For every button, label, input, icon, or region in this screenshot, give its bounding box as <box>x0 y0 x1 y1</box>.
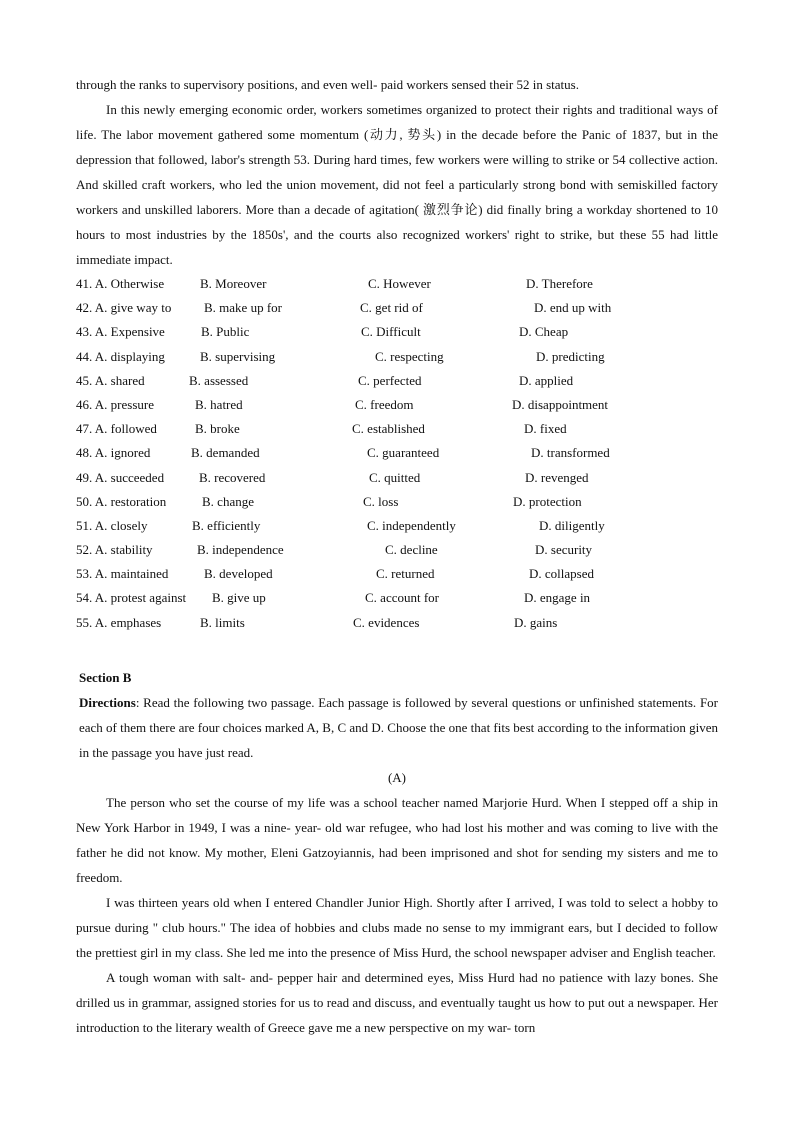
question-row <box>76 369 718 393</box>
option-c: C. Difficult <box>361 324 421 340</box>
option-a: 49. A. succeeded <box>76 469 165 485</box>
option-a: 52. A. stability <box>76 542 153 558</box>
option-b: B. assessed <box>189 372 249 388</box>
option-d: D. revenged <box>525 469 589 485</box>
option-d: D. gains <box>514 614 558 630</box>
document-page <box>76 72 718 1040</box>
question-row <box>76 441 718 465</box>
option-b: B. demanded <box>191 445 260 461</box>
option-d: D. end up with <box>534 300 612 316</box>
option-d: D. applied <box>519 372 574 388</box>
option-c: C. get rid of <box>360 300 423 316</box>
question-row <box>76 490 718 514</box>
option-d: D. collapsed <box>529 566 594 582</box>
option-d: D. Cheap <box>519 324 569 340</box>
directions <box>76 690 718 765</box>
option-a: 47. A. followed <box>76 421 157 437</box>
option-d: D. predicting <box>536 348 605 364</box>
option-c: C. quitted <box>369 469 421 485</box>
option-c: C. established <box>352 421 425 437</box>
passage-a-paragraph: A tough woman with salt- and- pepper hair and determined eyes, Miss Hurd had no patience with lazy bones. She drilled us in grammar, assigned stories for us to read and discuss, and eventually taught us how to put out a newspaper. Her introduction to the literary wealth of Greece gave me a new perspective on my war- torn <box>76 969 718 1035</box>
option-d: D. disappointment <box>512 396 609 412</box>
question-row <box>76 296 718 320</box>
options-list <box>76 272 718 635</box>
option-c: C. account for <box>365 590 440 606</box>
question-row <box>76 538 718 562</box>
option-a: 43. A. Expensive <box>76 324 165 340</box>
option-a: 45. A. shared <box>76 372 145 388</box>
directions-text: : Read the following two passage. Each passage is followed by several questions or unfinished statements. For each of them there are four choices marked A, B, C and D. Choose the one that fits best according to the information given in the passage you have just read. <box>79 694 718 760</box>
option-c: C. loss <box>363 493 399 509</box>
passage-paragraph-2: In this newly emerging economic order, workers sometimes organized to protect their rights and traditional ways of life. The labor movement gathered some momentum (动力, 势头) in the decade before the Panic of 1837, but in the depression that followed, labor's strength 53. During hard times, few workers were willing to strike or 54 collective action. And skilled craft workers, who led the union movement, did not feel a particularly strong bond with semiskilled factory workers and unskilled laborers. More than a decade of agitation( 激烈争论) did finally bring a workday shortened to 10 hours to most industries by the 1850s', and the courts also recognized workers' right to strike, but these 55 had little immediate impact. <box>76 102 718 267</box>
option-b: B. Moreover <box>200 276 267 291</box>
question-row <box>76 320 718 344</box>
option-a: 42. A. give way to <box>76 300 172 316</box>
question-row <box>76 272 718 296</box>
option-b: B. broke <box>195 421 240 437</box>
question-row <box>76 611 718 635</box>
directions-label: Directions <box>79 694 136 710</box>
option-c: C. evidences <box>353 614 420 630</box>
question-row <box>76 586 718 610</box>
option-b: B. hatred <box>195 396 243 412</box>
option-d: D. security <box>535 542 593 558</box>
option-b: B. limits <box>200 614 245 630</box>
question-row <box>76 345 718 369</box>
option-d: D. transformed <box>531 445 610 461</box>
option-b: B. efficiently <box>192 517 261 533</box>
option-c: C. decline <box>385 542 438 558</box>
passage-a-paragraph: The person who set the course of my life was a school teacher named Marjorie Hurd. When I stepped off a ship in New York Harbor in 1949, I was a nine- year- old war refugee, who had lost his mother and was coming to live with the father he did not know. My mother, Eleni Gatzoyiannis, had been imprisoned and shot for sending my sisters and me to freedom. <box>76 794 718 885</box>
option-a: 55. A. emphases <box>76 614 162 630</box>
option-b: B. make up for <box>204 300 282 316</box>
passage-label: (A) <box>387 769 407 785</box>
option-a: 50. A. restoration <box>76 493 167 509</box>
option-c: C. freedom <box>355 396 414 412</box>
option-a: 51. A. closely <box>76 517 148 533</box>
option-d: D. diligently <box>539 517 605 533</box>
option-c: C. guaranteed <box>367 445 440 461</box>
option-d: D. protection <box>513 493 582 509</box>
passage-line-1: through the ranks to supervisory positions, and even well- paid workers sensed their 52 in status. <box>76 77 579 92</box>
option-a: 54. A. protest against <box>76 590 187 606</box>
option-d: D. engage in <box>524 590 591 606</box>
option-b: B. developed <box>204 566 273 582</box>
question-row <box>76 562 718 586</box>
option-c: C. perfected <box>358 372 422 388</box>
question-row <box>76 393 718 417</box>
option-b: B. supervising <box>200 348 276 364</box>
option-d: D. Therefore <box>526 276 593 291</box>
option-c: C. independently <box>367 517 456 533</box>
option-c: C. returned <box>376 566 435 582</box>
section-b-title: Section B <box>79 669 132 685</box>
option-c: C. However <box>368 276 431 291</box>
option-a: 41. A. Otherwise <box>76 276 165 291</box>
question-row <box>76 417 718 441</box>
option-b: B. Public <box>201 324 250 340</box>
option-a: 53. A. maintained <box>76 566 169 582</box>
option-b: B. change <box>202 493 254 509</box>
option-c: C. respecting <box>375 348 444 364</box>
option-a: 48. A. ignored <box>76 445 151 461</box>
option-b: B. independence <box>197 542 284 558</box>
question-row <box>76 514 718 538</box>
question-row <box>76 466 718 490</box>
passage-a-paragraph: I was thirteen years old when I entered Chandler Junior High. Shortly after I arrived, I was told to select a hobby to pursue during " club hours." The idea of hobbies and clubs made no sense to my immigrant ears, but I decided to follow the prettiest girl in my class. She led me into the presence of Miss Hurd, the school newspaper adviser and English teacher. <box>76 894 718 960</box>
option-b: B. give up <box>212 590 266 606</box>
option-d: D. fixed <box>524 421 567 437</box>
option-a: 44. A. displaying <box>76 348 165 364</box>
option-a: 46. A. pressure <box>76 396 154 412</box>
option-b: B. recovered <box>199 469 266 485</box>
